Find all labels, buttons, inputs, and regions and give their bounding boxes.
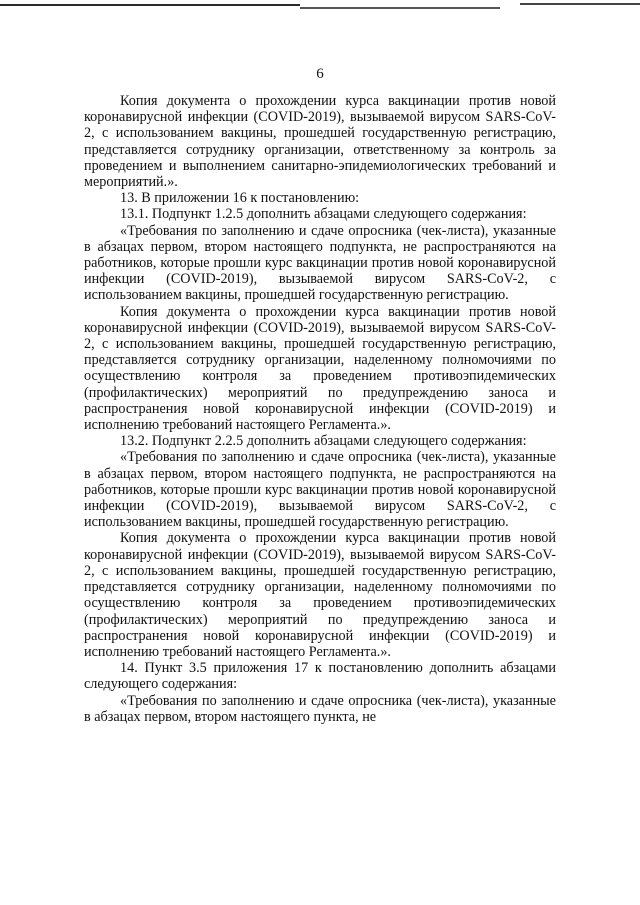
paragraph: «Требования по заполнению и сдаче опросника (чек-листа), указанные в абзацах первом, втором настоящего подпункта, не распространяются на работников, которые прошли курс вакцинации против новой коронавирусной инфекции (COVID-2019), вызываемой вирусом SARS-CoV-2, с использованием вакцины, прошедшей государственную регистрацию. — [84, 449, 556, 531]
scan-edge-line — [300, 7, 500, 9]
paragraph: 13.2. Подпункт 2.2.5 дополнить абзацами следующего содержания: — [120, 433, 527, 450]
paragraph: «Требования по заполнению и сдаче опросника (чек-листа), указанные в абзацах первом, втором настоящего пункта, не — [84, 692, 556, 725]
paragraph: Копия документа о прохождении курса вакцинации против новой коронавирусной инфекции (COVID-2019), вызываемой вирусом SARS-CoV-2, с использованием вакцины, прошедшей государственную регистрацию, представляется сотруднику организации, ответственному за контроль за проведением и выполнением санитарно-эпидемиологических требований и мероприятий.». — [84, 93, 556, 191]
paragraph: «Требования по заполнению и сдаче опросника (чек-листа), указанные в абзацах первом, втором настоящего подпункта, не распространяются на работников, которые прошли курс вакцинации против новой коронавирусной инфекции (COVID-2019), вызываемой вирусом SARS-CoV-2, с использованием вакцины, прошедшей государственную регистрацию. — [84, 222, 556, 304]
page-number: 6 — [316, 66, 324, 82]
paragraph: Копия документа о прохождении курса вакцинации против новой коронавирусной инфекции (COVID-2019), вызываемой вирусом SARS-CoV-2, с использованием вакцины, прошедшей государственную регистрацию, представляется сотруднику организации, наделенному полномочиями по осуществлению контроля за проведением противоэпидемических (профилактических) мероприятий по предупреждению заноса и распространения новой коронавирусной инфекции (COVID-2019) и исполнению требований настоящего Регламента.». — [84, 303, 556, 434]
paragraph: 13. В приложении 16 к постановлению: — [120, 190, 360, 207]
scan-edge-line — [520, 3, 640, 5]
paragraph: 14. Пункт 3.5 приложения 17 к постановлению дополнить абзацами следующего содержания: — [84, 660, 556, 693]
paragraph: 13.1. Подпункт 1.2.5 дополнить абзацами следующего содержания: — [120, 206, 527, 223]
document-body — [84, 93, 556, 725]
paragraph: Копия документа о прохождении курса вакцинации против новой коронавирусной инфекции (COVID-2019), вызываемой вирусом SARS-CoV-2, с использованием вакцины, прошедшей государственную регистрацию, представляется сотруднику организации, наделенному полномочиями по осуществлению контроля за проведением противоэпидемических (профилактических) мероприятий по предупреждению заноса и распространения новой коронавирусной инфекции (COVID-2019) и исполнению требований настоящего Регламента.». — [84, 530, 556, 660]
scan-edge-line — [0, 4, 300, 6]
